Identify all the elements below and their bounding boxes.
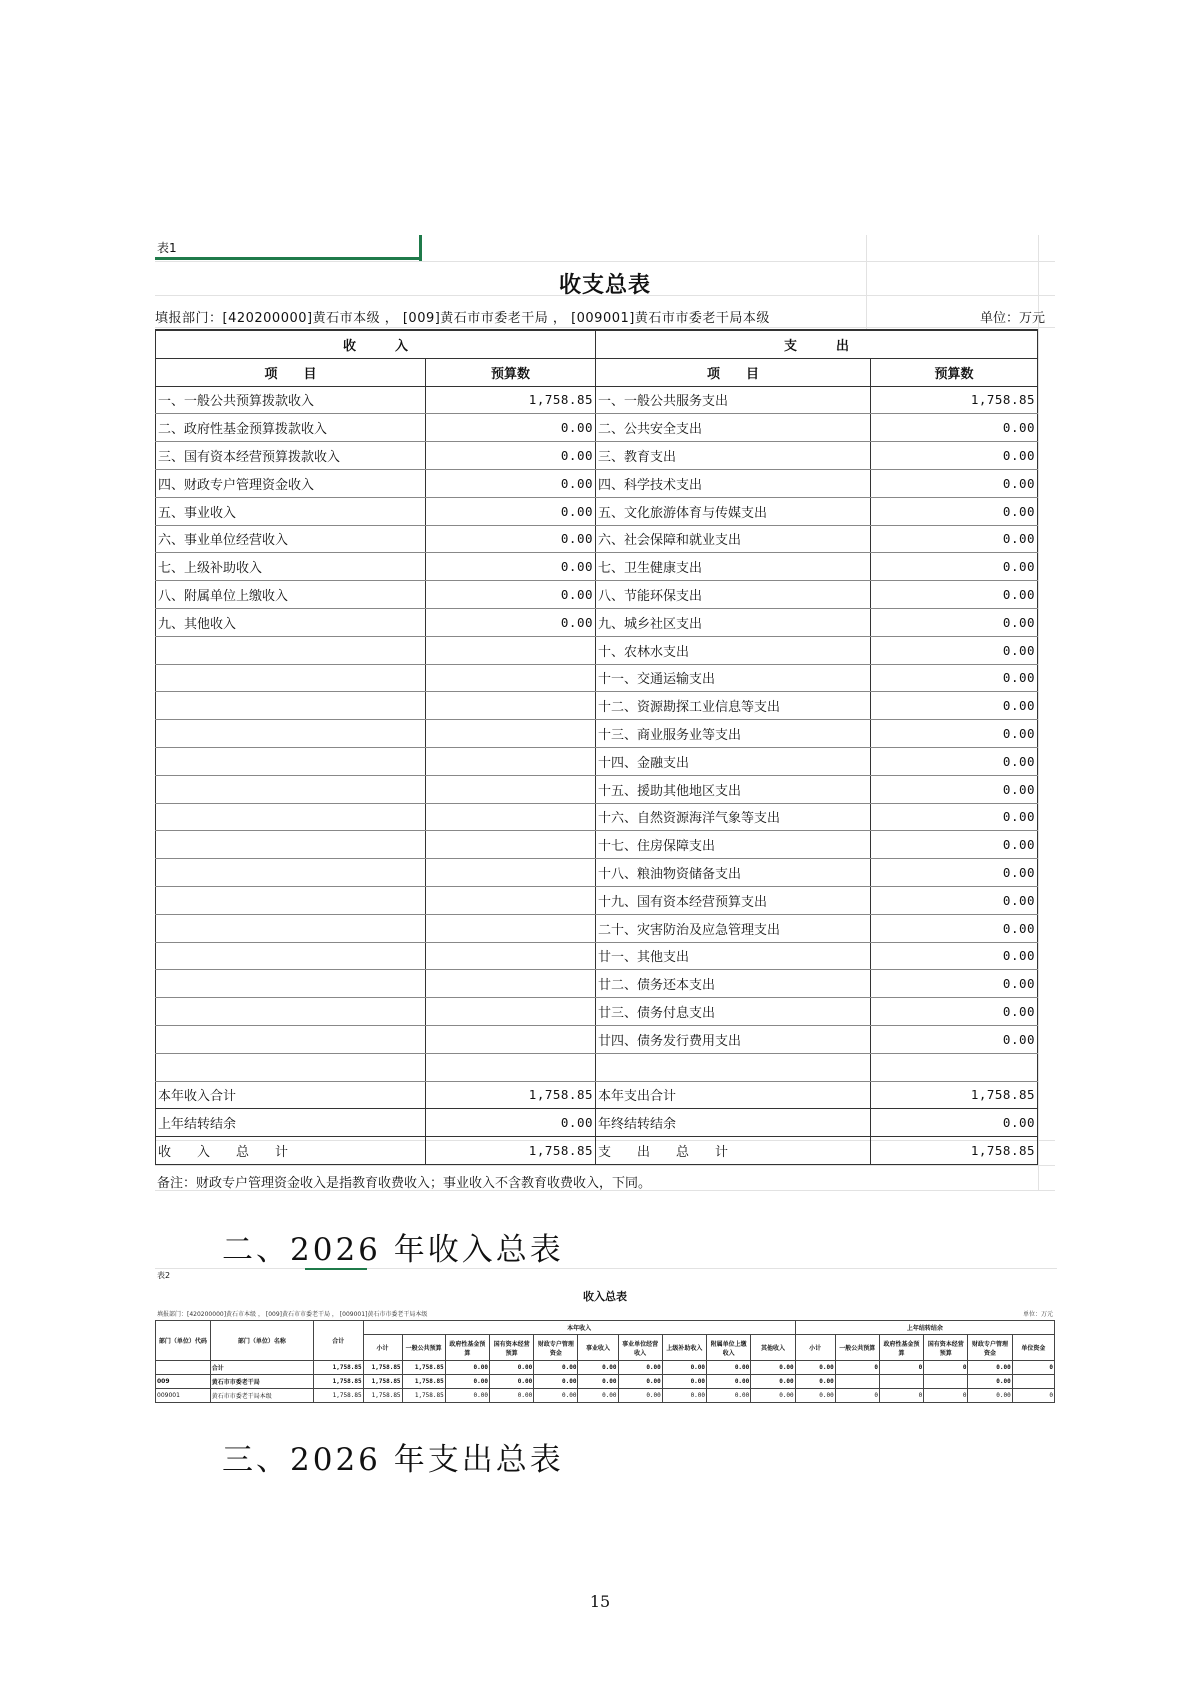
expense-item-cell: 十二、资源勘探工业信息等支出 [596,692,871,720]
table-title: 收入总表 [583,1290,627,1303]
expense-value-cell: 0.00 [871,914,1038,942]
expense-item-cell: 四、科学技术支出 [596,469,871,497]
table-title: 收支总表 [558,273,651,298]
expense-item-cell: 本年支出合计 [596,1081,871,1109]
value-cell: 1,758.85 [402,1375,445,1389]
expense-item-cell: 一、一般公共服务支出 [596,386,871,414]
value-cell: 1,758.85 [402,1361,445,1375]
value-cell: 0.00 [489,1389,533,1403]
value-cell: 0.00 [618,1361,662,1375]
income-item-cell [156,636,426,664]
income-item-cell: 九、其他收入 [156,608,426,636]
value-cell: 0.00 [968,1375,1012,1389]
expense-value-cell: 0.00 [871,553,1038,581]
income-item-cell: 一、一般公共预算拨款收入 [156,386,426,414]
expense-value-cell: 0.00 [871,442,1038,470]
prior-subheader: 小计 [795,1335,835,1361]
value-cell: 1,758.85 [402,1389,445,1403]
current-subheader: 事业收入 [578,1335,618,1361]
value-cell: 0.00 [707,1375,751,1389]
income-value-cell [426,1025,596,1053]
value-cell: 0.00 [968,1361,1012,1375]
expense-item-cell: 三、教育支出 [596,442,871,470]
income-item-cell [156,1053,426,1081]
table-row [156,414,1038,442]
income-item-header: 项 目 [156,358,426,386]
income-item-cell [156,747,426,775]
expense-item-cell: 十三、商业服务业等支出 [596,720,871,748]
value-cell: 0 [1012,1389,1054,1403]
income-value-cell [426,664,596,692]
income-value-cell: 0.00 [426,581,596,609]
table-row [156,720,1038,748]
current-subheader: 上级补助收入 [662,1335,706,1361]
value-cell: 0.00 [618,1375,662,1389]
income-value-cell [426,914,596,942]
value-cell: 0.00 [578,1375,618,1389]
expense-value-cell [871,1053,1038,1081]
income-value-cell [426,720,596,748]
income-expense-table [155,329,1038,1165]
value-cell [879,1375,923,1389]
income-budget-header: 预算数 [426,358,596,386]
value-cell: 0 [924,1389,968,1403]
expense-value-cell: 0.00 [871,1109,1038,1137]
income-value-cell: 1,758.85 [426,1081,596,1109]
current-subheader: 小计 [363,1335,402,1361]
value-cell: 1,758.85 [314,1375,364,1389]
expense-value-cell: 0.00 [871,664,1038,692]
table-row [156,386,1038,414]
value-cell: 0.00 [662,1375,706,1389]
income-value-cell [426,831,596,859]
value-cell: 0.00 [751,1375,795,1389]
expense-item-cell: 六、社会保障和就业支出 [596,525,871,553]
value-cell: 0.00 [795,1389,835,1403]
table-caption: 表2 [157,1271,171,1280]
unit-label: 单位：万元 [1022,1311,1053,1318]
expense-budget-header: 预算数 [871,358,1038,386]
income-item-cell: 四、财政专户管理资金收入 [156,469,426,497]
value-cell: 0.00 [578,1389,618,1403]
income-item-cell: 收 入 总 计 [156,1137,426,1165]
expense-item-cell: 年终结转结余 [596,1109,871,1137]
value-cell: 0 [1012,1361,1054,1375]
table-header-row [156,1321,1055,1335]
expense-item-cell: 二十、灾害防治及应急管理支出 [596,914,871,942]
income-item-cell [156,692,426,720]
value-cell: 0.00 [489,1361,533,1375]
value-cell: 0.00 [707,1361,751,1375]
expense-item-cell: 十九、国有资本经营预算支出 [596,886,871,914]
income-item-cell [156,775,426,803]
income-summary-table [155,1320,1055,1403]
table-row [156,553,1038,581]
table-row [156,886,1038,914]
table-header-row [156,330,1038,358]
income-item-cell [156,942,426,970]
table-row [156,636,1038,664]
expense-item-cell: 十一、交通运输支出 [596,664,871,692]
value-cell: 0.00 [578,1361,618,1375]
prior-subheader: 一般公共预算 [835,1335,879,1361]
table-row [156,469,1038,497]
table-row [156,1025,1038,1053]
value-cell: 0.00 [534,1361,578,1375]
table-row [156,608,1038,636]
income-value-cell [426,803,596,831]
current-subheader: 国有资本经营预算 [489,1335,533,1361]
table-row [156,525,1038,553]
income-value-cell: 0.00 [426,442,596,470]
income-item-cell: 三、国有资本经营预算拨款收入 [156,442,426,470]
value-cell: 0.00 [534,1375,578,1389]
income-item-cell [156,914,426,942]
expense-item-cell: 廿四、债务发行费用支出 [596,1025,871,1053]
expense-item-cell: 十七、住房保障支出 [596,831,871,859]
value-cell: 0.00 [618,1389,662,1403]
active-cell-indicator [155,257,420,260]
prior-subheader: 财政专户管理资金 [968,1335,1012,1361]
income-value-cell [426,636,596,664]
value-cell: 0.00 [489,1375,533,1389]
expense-item-cell: 廿三、债务付息支出 [596,998,871,1026]
value-cell: 0.00 [707,1389,751,1403]
income-value-cell: 0.00 [426,608,596,636]
value-cell: 0 [835,1389,879,1403]
expense-value-cell: 0.00 [871,525,1038,553]
value-cell: 1,758.85 [363,1375,402,1389]
table-row [156,914,1038,942]
prior-subheader: 政府性基金预算 [879,1335,923,1361]
table-row [156,664,1038,692]
table-row [156,775,1038,803]
income-item-cell [156,998,426,1026]
code-cell: 009 [156,1375,211,1389]
value-cell: 0.00 [445,1375,489,1389]
expense-value-cell: 0.00 [871,775,1038,803]
value-cell [924,1375,968,1389]
table-row [156,859,1038,887]
expense-value-cell: 0.00 [871,497,1038,525]
expense-item-cell: 十六、自然资源海洋气象等支出 [596,803,871,831]
expense-item-cell: 支 出 总 计 [596,1137,871,1165]
expense-value-cell: 0.00 [871,886,1038,914]
expense-value-cell: 0.00 [871,831,1038,859]
expense-item-cell: 廿二、债务还本支出 [596,970,871,998]
income-item-cell: 五、事业收入 [156,497,426,525]
income-item-cell: 七、上级补助收入 [156,553,426,581]
value-cell: 0.00 [795,1375,835,1389]
value-cell: 0.00 [968,1389,1012,1403]
table-row [156,803,1038,831]
expense-item-cell: 七、卫生健康支出 [596,553,871,581]
income-value-cell: 1,758.85 [426,386,596,414]
page-number: 15 [589,1592,611,1611]
expense-value-cell: 0.00 [871,636,1038,664]
value-cell: 0.00 [795,1361,835,1375]
table-row [156,1137,1038,1165]
reporting-department: 填报部门：[420200000]黄石市本级 ， [009]黄石市市委老干局 ， [009001]黄石市市委老干局本级 [155,311,770,326]
income-value-cell: 1,758.85 [426,1137,596,1165]
value-cell: 0 [924,1361,968,1375]
section-heading-expense: 三、2026 年支出总表 [222,1442,564,1478]
current-subheader: 其他收入 [751,1335,795,1361]
column-header-row [156,358,1038,386]
value-cell: 0.00 [751,1361,795,1375]
value-cell: 0.00 [534,1389,578,1403]
current-subheader: 附属单位上缴收入 [707,1335,751,1361]
code-header: 部门（单位）代码 [156,1321,211,1361]
unit-label: 单位：万元 [979,311,1045,326]
current-subheader: 一般公共预算 [402,1335,445,1361]
income-value-cell [426,970,596,998]
value-cell [1012,1375,1054,1389]
code-cell [156,1361,211,1375]
total-header: 合计 [314,1321,364,1361]
expense-value-cell: 0.00 [871,970,1038,998]
current-year-header: 本年收入 [363,1321,795,1335]
expense-item-cell: 五、文化旅游体育与传媒支出 [596,497,871,525]
income-value-cell [426,1053,596,1081]
value-cell: 0 [879,1389,923,1403]
expense-header: 支 出 [596,330,1038,358]
current-subheader: 政府性基金预算 [445,1335,489,1361]
value-cell: 0.00 [445,1389,489,1403]
income-header: 收 入 [156,330,596,358]
expense-value-cell: 0.00 [871,692,1038,720]
income-item-cell [156,886,426,914]
expense-value-cell: 0.00 [871,942,1038,970]
expense-value-cell: 0.00 [871,581,1038,609]
expense-item-cell: 八、节能环保支出 [596,581,871,609]
income-item-cell [156,803,426,831]
income-value-cell [426,859,596,887]
expense-item-cell: 廿一、其他支出 [596,942,871,970]
expense-value-cell: 0.00 [871,469,1038,497]
table-row [156,581,1038,609]
reporting-department: 填报部门：[420200000]黄石市本级 ， [009]黄石市市委老干局 ， [009001]黄石市市委老干局本级 [157,1311,428,1318]
expense-value-cell: 0.00 [871,747,1038,775]
table-caption: 表1 [157,241,177,255]
table-row [156,970,1038,998]
value-cell: 0.00 [662,1361,706,1375]
income-value-cell: 0.00 [426,1109,596,1137]
value-cell: 0.00 [445,1361,489,1375]
current-subheader: 财政专户管理资金 [534,1335,578,1361]
name-cell: 合计 [210,1361,313,1375]
expense-item-cell: 十五、援助其他地区支出 [596,775,871,803]
value-cell [835,1375,879,1389]
income-item-cell [156,720,426,748]
expense-value-cell: 0.00 [871,414,1038,442]
income-value-cell: 0.00 [426,469,596,497]
active-cell-handle [419,235,422,261]
table-row [156,1361,1055,1375]
income-item-cell [156,970,426,998]
income-item-cell [156,859,426,887]
code-cell: 009001 [156,1389,211,1403]
income-value-cell [426,942,596,970]
income-item-cell [156,831,426,859]
table-row [156,831,1038,859]
summary-sheet [155,235,1055,1190]
expense-value-cell: 0.00 [871,803,1038,831]
income-item-cell: 本年收入合计 [156,1081,426,1109]
income-item-cell: 六、事业单位经营收入 [156,525,426,553]
expense-value-cell: 0.00 [871,859,1038,887]
income-value-cell [426,998,596,1026]
value-cell: 1,758.85 [314,1389,364,1403]
table-row [156,747,1038,775]
income-sheet [155,1268,1057,1420]
table-row [156,692,1038,720]
income-value-cell [426,886,596,914]
income-value-cell [426,747,596,775]
active-cell-indicator [305,1268,367,1270]
expense-item-cell: 十四、金融支出 [596,747,871,775]
value-cell: 1,758.85 [363,1361,402,1375]
income-value-cell [426,775,596,803]
value-cell: 0.00 [751,1389,795,1403]
income-item-cell [156,1025,426,1053]
section-heading-income: 二、2026 年收入总表 [222,1232,564,1268]
expense-item-cell: 二、公共安全支出 [596,414,871,442]
value-cell: 0 [835,1361,879,1375]
table-row [156,1389,1055,1403]
expense-value-cell: 0.00 [871,998,1038,1026]
prior-subheader: 单位资金 [1012,1335,1054,1361]
name-header: 部门（单位）名称 [210,1321,313,1361]
income-item-cell: 八、附属单位上缴收入 [156,581,426,609]
table-row [156,497,1038,525]
expense-item-cell [596,1053,871,1081]
income-value-cell: 0.00 [426,497,596,525]
income-item-cell: 二、政府性基金预算拨款收入 [156,414,426,442]
expense-item-header: 项 目 [596,358,871,386]
current-subheader: 事业单位经营收入 [618,1335,662,1361]
name-cell: 黄石市市委老干局 [210,1375,313,1389]
table-row [156,1053,1038,1081]
value-cell: 1,758.85 [314,1361,364,1375]
expense-value-cell: 0.00 [871,720,1038,748]
prior-subheader: 国有资本经营预算 [924,1335,968,1361]
value-cell: 0 [879,1361,923,1375]
table-note: 备注：财政专户管理资金收入是指教育收费收入；事业收入不含教育收费收入，下同。 [157,1176,652,1191]
income-item-cell [156,664,426,692]
table-row [156,1375,1055,1389]
name-cell: 黄石市市委老干局本级 [210,1389,313,1403]
income-value-cell: 0.00 [426,553,596,581]
table-row [156,1109,1038,1137]
prior-year-header: 上年结转结余 [795,1321,1054,1335]
table-row [156,1081,1038,1109]
income-value-cell: 0.00 [426,525,596,553]
expense-value-cell: 1,758.85 [871,1137,1038,1165]
expense-value-cell: 0.00 [871,1025,1038,1053]
value-cell: 1,758.85 [363,1389,402,1403]
expense-item-cell: 十八、粮油物资储备支出 [596,859,871,887]
value-cell: 0.00 [662,1389,706,1403]
income-item-cell: 上年结转结余 [156,1109,426,1137]
table-row [156,942,1038,970]
expense-value-cell: 1,758.85 [871,386,1038,414]
table-row [156,442,1038,470]
expense-value-cell: 1,758.85 [871,1081,1038,1109]
income-value-cell [426,692,596,720]
income-value-cell: 0.00 [426,414,596,442]
expense-item-cell: 十、农林水支出 [596,636,871,664]
expense-item-cell: 九、城乡社区支出 [596,608,871,636]
expense-value-cell: 0.00 [871,608,1038,636]
table-row [156,998,1038,1026]
